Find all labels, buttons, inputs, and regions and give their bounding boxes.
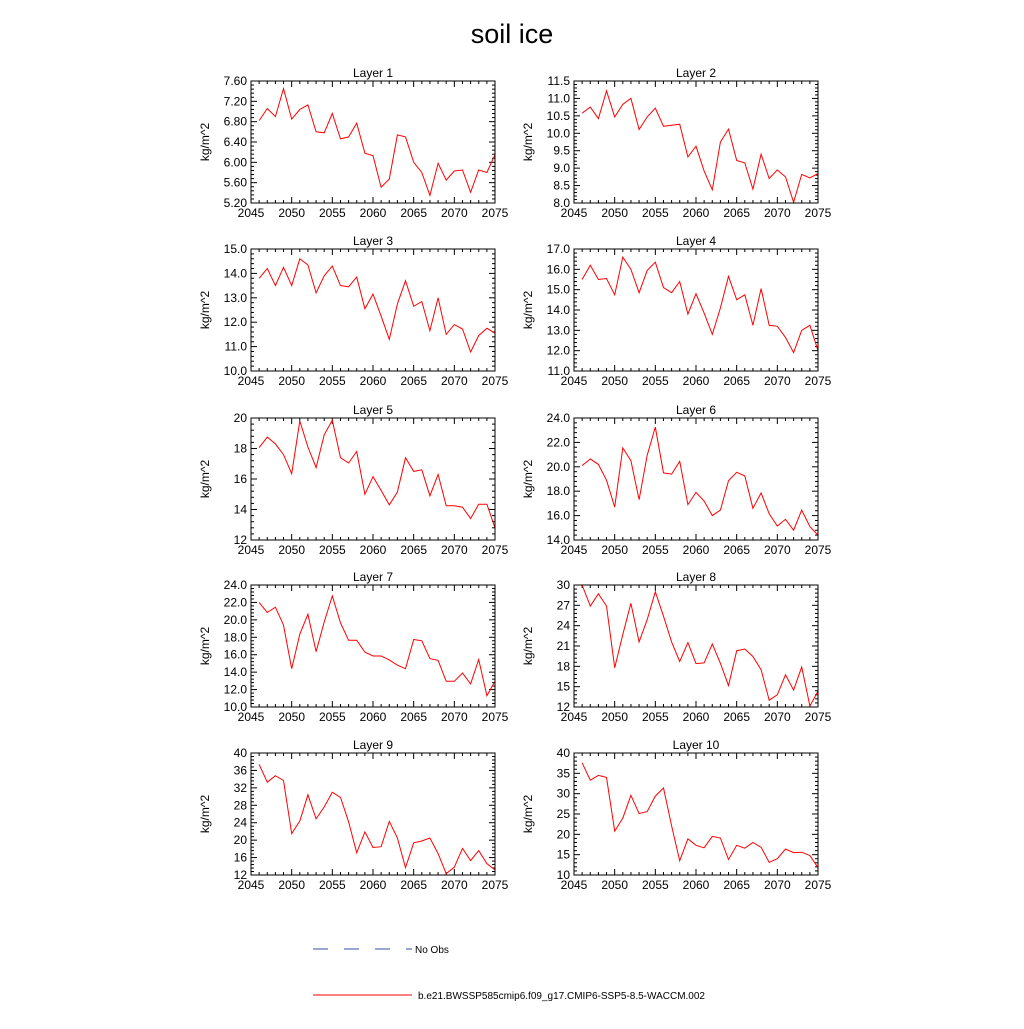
y-tick-label: 11.0 — [224, 339, 247, 354]
y-tick-label: 18.0 — [546, 484, 570, 499]
y-tick-label: 14.0 — [223, 266, 247, 281]
x-tick-label: 2075 — [481, 374, 509, 388]
y-tick-label: 5.20 — [223, 196, 247, 210]
y-axis-label: kg/m^2 — [198, 122, 212, 162]
plot-frame — [574, 585, 818, 707]
x-tick-label: 2045 — [560, 206, 588, 220]
panel-title: Layer 6 — [675, 403, 717, 417]
x-tick-label: 2045 — [560, 878, 588, 892]
x-tick-label: 2070 — [440, 878, 468, 892]
y-tick-label: 22.0 — [223, 595, 247, 610]
y-tick-label: 13.0 — [223, 290, 247, 305]
y-tick-label: 21 — [556, 639, 570, 653]
series-line-layer-2 — [582, 91, 818, 203]
series-line-layer-9 — [259, 764, 495, 873]
x-tick-label: 2075 — [804, 374, 832, 388]
series-line-layer-5 — [259, 420, 495, 528]
x-tick-label: 2045 — [560, 710, 588, 724]
y-axis-label: kg/m^2 — [198, 459, 212, 499]
x-tick-label: 2065 — [723, 206, 751, 220]
y-tick-label: 12.0 — [223, 315, 247, 330]
y-tick-label: 20 — [233, 833, 247, 848]
panel-layer-5 — [198, 403, 509, 557]
panel-layer-9 — [198, 738, 509, 892]
y-tick-label: 24 — [233, 815, 247, 830]
panel-title: Layer 9 — [352, 738, 394, 752]
plot-frame — [251, 418, 495, 540]
y-tick-label: 14 — [233, 502, 247, 517]
y-tick-label: 35 — [556, 766, 570, 781]
x-tick-label: 2060 — [682, 206, 710, 220]
x-tick-label: 2060 — [682, 710, 710, 724]
x-tick-label: 2070 — [440, 710, 468, 724]
x-tick-label: 2065 — [723, 374, 751, 388]
x-tick-label: 2045 — [560, 374, 588, 388]
x-tick-label: 2060 — [682, 543, 710, 557]
y-tick-label: 14.0 — [546, 533, 570, 547]
x-tick-label: 2065 — [723, 878, 751, 892]
x-tick-label: 2060 — [682, 878, 710, 892]
y-tick-label: 40 — [233, 746, 247, 760]
x-tick-label: 2045 — [237, 710, 265, 724]
x-tick-label: 2065 — [723, 710, 751, 724]
x-tick-label: 2075 — [804, 710, 832, 724]
y-tick-label: 24 — [556, 618, 570, 633]
y-tick-label: 24.0 — [223, 578, 247, 592]
y-tick-label: 8.5 — [553, 178, 570, 193]
y-tick-label: 11.0 — [547, 364, 570, 378]
series-line-layer-8 — [582, 585, 818, 706]
y-tick-label: 28 — [233, 798, 247, 813]
axis-ticks — [574, 81, 818, 203]
x-tick-label: 2045 — [237, 374, 265, 388]
panel-layer-1 — [198, 66, 509, 220]
legend — [313, 945, 705, 1002]
x-tick-label: 2070 — [763, 878, 791, 892]
panel-layer-2 — [521, 66, 832, 220]
y-tick-label: 10.0 — [223, 364, 247, 378]
x-tick-label: 2075 — [481, 543, 509, 557]
axis-ticks — [574, 753, 818, 875]
x-tick-label: 2070 — [763, 710, 791, 724]
y-tick-label: 12.0 — [223, 682, 247, 697]
x-tick-label: 2065 — [723, 543, 751, 557]
panel-title: Layer 2 — [675, 66, 717, 80]
panel-layer-4 — [521, 234, 832, 388]
x-tick-label: 2045 — [237, 206, 265, 220]
x-tick-label: 2050 — [601, 374, 629, 388]
y-tick-label: 7.60 — [223, 74, 247, 88]
y-tick-label: 22.0 — [546, 435, 570, 450]
y-tick-label: 10 — [556, 868, 570, 882]
panel-title: Layer 7 — [352, 570, 394, 584]
x-tick-label: 2065 — [400, 878, 428, 892]
y-tick-label: 10.0 — [546, 126, 570, 141]
y-tick-label: 15 — [556, 679, 570, 694]
x-tick-label: 2070 — [440, 206, 468, 220]
x-tick-label: 2050 — [601, 878, 629, 892]
panel-layer-7 — [198, 570, 509, 724]
plot-frame — [574, 753, 818, 875]
x-tick-label: 2045 — [237, 878, 265, 892]
panel-title: Layer 1 — [352, 66, 394, 80]
y-tick-label: 14.0 — [546, 303, 570, 317]
x-tick-label: 2050 — [601, 710, 629, 724]
y-tick-label: 25 — [556, 807, 570, 821]
x-tick-label: 2050 — [278, 206, 306, 220]
y-axis-label: kg/m^2 — [521, 626, 535, 666]
x-tick-label: 2060 — [359, 543, 387, 557]
y-tick-label: 27 — [556, 598, 570, 613]
x-tick-label: 2065 — [400, 543, 428, 557]
y-tick-label: 32 — [233, 780, 247, 795]
y-tick-label: 36 — [233, 763, 247, 778]
x-tick-label: 2055 — [318, 710, 346, 724]
x-tick-label: 2070 — [763, 543, 791, 557]
x-tick-label: 2075 — [481, 206, 509, 220]
x-tick-label: 2050 — [278, 374, 306, 388]
plot-frame — [574, 418, 818, 540]
x-tick-label: 2075 — [804, 206, 832, 220]
legend-label-model: b.e21.BWSSP585cmip6.f09_g17.CMIP6-SSP5-8.5-WACCM.002 — [418, 991, 705, 1002]
y-tick-label: 40 — [556, 746, 570, 760]
x-tick-label: 2055 — [318, 206, 346, 220]
y-tick-label: 5.60 — [223, 175, 247, 190]
y-tick-label: 16.0 — [223, 647, 247, 662]
x-tick-label: 2050 — [601, 543, 629, 557]
y-tick-label: 20.0 — [546, 459, 570, 474]
axis-ticks — [574, 585, 818, 707]
series-line-layer-3 — [259, 259, 495, 352]
axis-ticks — [251, 418, 495, 540]
x-tick-label: 2055 — [641, 710, 669, 724]
y-axis-label: kg/m^2 — [198, 626, 212, 666]
x-tick-label: 2060 — [359, 878, 387, 892]
x-tick-label: 2055 — [641, 543, 669, 557]
panels — [198, 66, 832, 892]
series-line-layer-1 — [259, 89, 495, 196]
y-tick-label: 12 — [233, 868, 247, 882]
panel-title: Layer 3 — [352, 234, 394, 248]
y-tick-label: 15 — [556, 847, 570, 862]
x-tick-label: 2075 — [481, 710, 509, 724]
y-tick-label: 20.0 — [223, 612, 247, 627]
axis-ticks — [251, 81, 495, 203]
panel-title: Layer 10 — [672, 738, 720, 752]
x-tick-label: 2060 — [682, 374, 710, 388]
y-tick-label: 30 — [556, 578, 570, 592]
x-tick-label: 2055 — [641, 374, 669, 388]
y-tick-label: 8.0 — [553, 196, 570, 210]
series-line-layer-4 — [582, 257, 818, 353]
y-axis-label: kg/m^2 — [521, 290, 535, 330]
x-tick-label: 2055 — [318, 543, 346, 557]
y-tick-label: 9.5 — [553, 143, 570, 158]
series-line-layer-10 — [582, 763, 818, 868]
panel-title: Layer 4 — [675, 234, 717, 248]
y-axis-label: kg/m^2 — [521, 794, 535, 834]
y-tick-label: 14.0 — [223, 665, 247, 680]
panel-title: Layer 8 — [675, 570, 717, 584]
x-tick-label: 2070 — [763, 206, 791, 220]
y-tick-label: 18 — [233, 441, 247, 456]
panel-layer-10 — [521, 738, 832, 892]
x-tick-label: 2050 — [278, 878, 306, 892]
x-tick-label: 2055 — [318, 374, 346, 388]
x-tick-label: 2055 — [318, 878, 346, 892]
y-tick-label: 16 — [233, 850, 247, 865]
x-tick-label: 2075 — [804, 543, 832, 557]
plot-frame — [251, 81, 495, 203]
x-tick-label: 2060 — [359, 374, 387, 388]
y-tick-label: 18 — [556, 659, 570, 674]
x-tick-label: 2055 — [641, 878, 669, 892]
axis-ticks — [574, 418, 818, 540]
series-line-layer-7 — [259, 596, 495, 696]
y-tick-label: 20 — [556, 827, 570, 842]
x-tick-label: 2065 — [400, 710, 428, 724]
y-tick-label: 13.0 — [546, 323, 570, 338]
x-tick-label: 2045 — [237, 543, 265, 557]
y-tick-label: 17.0 — [546, 242, 570, 256]
x-tick-label: 2055 — [641, 206, 669, 220]
plot-frame — [574, 81, 818, 203]
axis-ticks — [251, 249, 495, 371]
y-tick-label: 6.80 — [223, 114, 247, 129]
x-tick-label: 2045 — [560, 543, 588, 557]
x-tick-label: 2065 — [400, 206, 428, 220]
series-line-layer-6 — [582, 427, 818, 535]
y-tick-label: 7.20 — [223, 94, 247, 109]
y-tick-label: 16.0 — [546, 508, 570, 523]
y-axis-label: kg/m^2 — [198, 794, 212, 834]
plot-frame — [251, 249, 495, 371]
x-tick-label: 2060 — [359, 710, 387, 724]
x-tick-label: 2070 — [440, 543, 468, 557]
y-tick-label: 16.0 — [546, 262, 570, 277]
panel-layer-8 — [521, 570, 832, 724]
y-tick-label: 15.0 — [546, 282, 570, 297]
x-tick-label: 2070 — [763, 374, 791, 388]
x-tick-label: 2060 — [359, 206, 387, 220]
panel-layer-3 — [198, 234, 509, 388]
y-tick-label: 6.00 — [223, 155, 247, 170]
x-tick-label: 2075 — [804, 878, 832, 892]
panel-title: Layer 5 — [352, 403, 394, 417]
y-tick-label: 12 — [556, 700, 570, 714]
y-axis-label: kg/m^2 — [521, 122, 535, 162]
y-tick-label: 11.0 — [547, 91, 570, 106]
y-tick-label: 24.0 — [546, 411, 570, 425]
y-tick-label: 11.5 — [547, 74, 570, 88]
x-tick-label: 2075 — [481, 878, 509, 892]
axis-ticks — [574, 249, 818, 371]
y-tick-label: 9.0 — [553, 161, 570, 176]
plot-frame — [574, 249, 818, 371]
x-tick-label: 2065 — [400, 374, 428, 388]
legend-label-no-obs: No Obs — [415, 945, 449, 956]
x-tick-label: 2070 — [440, 374, 468, 388]
x-tick-label: 2050 — [278, 710, 306, 724]
y-tick-label: 16 — [233, 472, 247, 486]
figure-title: soil ice — [470, 19, 554, 49]
y-tick-label: 12.0 — [546, 343, 570, 358]
panel-layer-6 — [521, 403, 832, 557]
y-tick-label: 18.0 — [223, 630, 247, 645]
y-tick-label: 15.0 — [223, 242, 247, 256]
y-tick-label: 30 — [556, 786, 570, 801]
y-tick-label: 20 — [233, 411, 247, 425]
y-tick-label: 10.5 — [546, 108, 570, 123]
y-axis-label: kg/m^2 — [521, 459, 535, 499]
x-tick-label: 2050 — [601, 206, 629, 220]
x-tick-label: 2050 — [278, 543, 306, 557]
y-tick-label: 10.0 — [223, 700, 247, 714]
y-tick-label: 6.40 — [223, 135, 247, 149]
y-axis-label: kg/m^2 — [198, 290, 212, 330]
y-tick-label: 12 — [233, 533, 247, 547]
